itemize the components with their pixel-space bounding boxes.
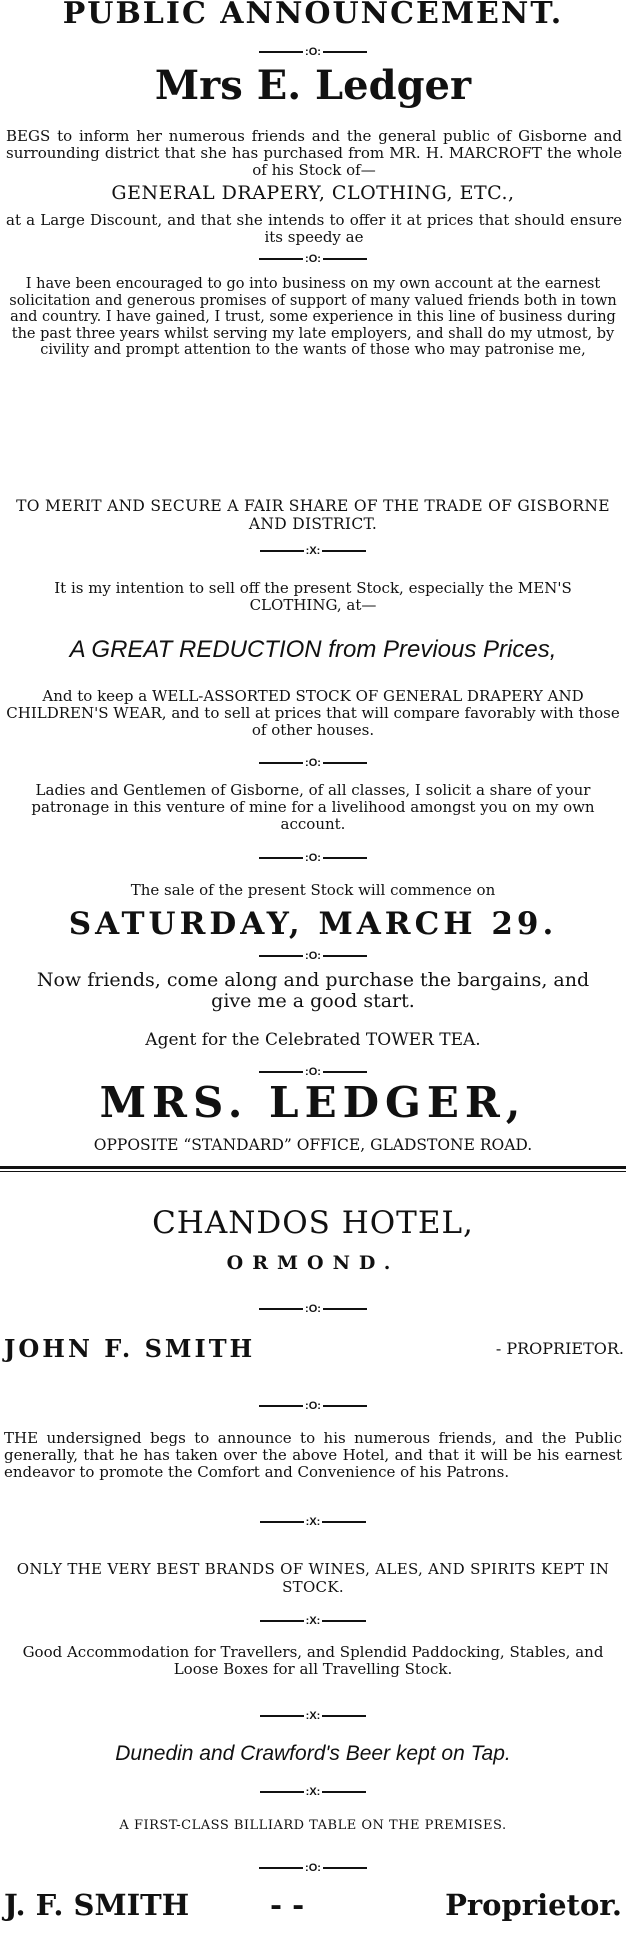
discount-paragraph: at a Large Discount, and that she intends to offer it at prices that should ensure its speedy ae [6,211,622,246]
reduction-line: A GREAT REDUCTION from Previous Prices, [69,636,557,663]
proprietor-line [0,1334,626,1366]
clothing-paragraph: It is my intention to sell off the present Stock, especially the MEN'S CLOTHING, at— [54,579,572,614]
separator: :O: [0,1862,626,1874]
footer-dots: - - [270,1888,305,1922]
signature: MRS. LEDGER, [99,1078,527,1127]
separator: :X: [0,1516,626,1528]
patronage-paragraph: Ladies and Gentlemen of Gisborne, of all classes, I solicit a share of your patronage in this venture of mine for a livelihood amongst you on my own account. [31,781,595,833]
column-divider [0,1166,626,1172]
hotel-name: CHANDOS HOTEL, [152,1205,474,1241]
beer-line: Dunedin and Crawford's Beer kept on Tap. [115,1742,511,1765]
hotel-intro-paragraph: THE undersigned begs to announce to his numerous friends, and the Public generally, that he has taken over the above Hotel, and that it will be his earnest endeavor to promote the Comfort and Convenience of his Patrons. [4,1429,622,1481]
goods-line: GENERAL DRAPERY, CLOTHING, ETC., [111,182,515,204]
accommodation-line: Good Accommodation for Travellers, and Splendid Paddocking, Stables, and Loose Boxes for all Travelling Stock. [22,1643,604,1678]
billiard-line: A FIRST-CLASS BILLIARD TABLE ON THE PREMISES. [119,1818,507,1833]
proprietor-name: JOHN F. SMITH [4,1334,256,1363]
intro-paragraph: BEGS to inform her numerous friends and the general public of Gisborne and surrounding district that she has purchased from MR. H. MARCROFT the whole of his Stock of— [6,127,622,179]
separator: :O: [0,757,626,769]
separator: :O: [0,1400,626,1412]
hotel-location: ORMOND. [226,1252,400,1274]
brands-line: ONLY THE VERY BEST BRANDS OF WINES, ALES, AND SPIRITS KEPT IN STOCK. [16,1560,610,1596]
separator: :X: [0,545,626,557]
address-line: OPPOSITE “STANDARD” OFFICE, GLADSTONE ROAD. [93,1136,533,1154]
footer-label: Proprietor. [445,1888,622,1922]
separator: :X: [0,1710,626,1722]
separator: :O: [0,253,626,265]
stock-paragraph: And to keep a WELL-ASSORTED STOCK OF GENERAL DRAPERY AND CHILDREN'S WEAR, and to sell at prices that will compare favorably with those of other houses. [6,687,620,739]
sale-line: The sale of the present Stock will commence on [130,881,496,899]
separator: :O: [0,852,626,864]
hotel-footer [0,1888,626,1928]
separator: :X: [0,1615,626,1627]
experience-paragraph: I have been encouraged to go into business on my own account at the earnest solicitation and generous promises of support of many valued friends both in town and country. I have gained, I trust, some experience in this line of business during the past three years whilst serving my late employers, and shall do my utmost, by civility and prompt attention to the wants of those who may patronise me, [9,276,617,358]
separator: :O: [0,46,626,58]
agent-line: Agent for the Celebrated TOWER TEA. [145,1030,481,1050]
merit-line: TO MERIT AND SECURE A FAIR SHARE OF THE TRADE OF GISBORNE AND DISTRICT. [16,497,610,533]
sale-date: SATURDAY, MARCH 29. [68,906,558,942]
merchant-name: Mrs E. Ledger [154,62,472,109]
separator: :O: [0,950,626,962]
proprietor-label: - PROPRIETOR. [495,1339,624,1358]
friends-line: Now friends, come along and purchase the bargains, and give me a good start. [36,969,590,1012]
separator: :O: [0,1303,626,1315]
separator: :X: [0,1786,626,1798]
separator: :O: [0,1066,626,1078]
announcement-heading: PUBLIC ANNOUNCEMENT. [62,0,564,31]
footer-name: J. F. SMITH [4,1888,190,1922]
